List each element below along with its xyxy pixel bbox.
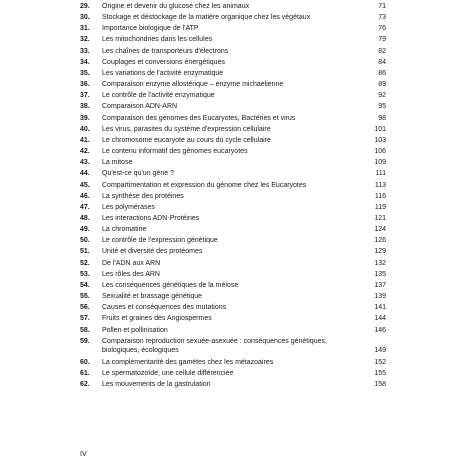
chapter-title: Les mouvements de la gastrulation [102,381,211,389]
toc-entry [80,224,386,235]
chapter-page-number: 84 [378,58,386,66]
chapter-number: 55. [80,293,90,301]
toc-entry [80,90,386,101]
chapter-title: Stockage et déstockage de la matière organique chez les végétaux [102,14,311,22]
chapter-number: 35. [80,69,90,77]
chapter-number: 51. [80,248,90,256]
toc-entry [80,34,386,45]
chapter-title: Unité et diversité des protéomes [102,248,203,256]
chapter-page-number: 119 [374,203,386,211]
chapter-page-number: 146 [374,326,386,334]
chapter-title: Les virus, parasites du système d'expression cellulaire [102,125,271,133]
chapter-title: La complémentarité des gamètes chez les métazoaires [102,358,274,366]
chapter-page-number: 129 [374,248,386,256]
chapter-title: Le contrôle de l'activité enzymatique [102,92,215,100]
toc-entry [80,302,386,313]
chapter-number: 53. [80,270,90,278]
chapter-page-number: 124 [374,226,386,234]
chapter-number: 50. [80,237,90,245]
toc-entry [80,368,386,379]
toc-entry [80,146,386,157]
toc-entry [80,68,386,79]
page-number: IV [80,451,87,458]
chapter-title: Les chaînes de transporteurs d'électrons [102,47,229,55]
chapter-page-number: 144 [374,315,386,323]
toc-entry [80,168,386,179]
chapter-number: 33. [80,47,90,55]
chapter-number: 52. [80,259,90,267]
chapter-number: 58. [80,326,90,334]
toc-entry [80,258,386,269]
toc-entry [80,180,386,191]
toc-entry [80,202,386,213]
chapter-title: Sexualité et brassage génétique [102,293,203,301]
chapter-title: Causes et conséquences des mutations [102,304,227,312]
toc-entry [80,280,386,291]
chapter-number: 44. [80,170,90,178]
chapter-page-number: 126 [374,237,386,245]
chapter-page-number: 158 [374,381,386,389]
toc-entry [80,79,386,90]
chapter-number: 37. [80,92,90,100]
chapter-number: 32. [80,36,90,44]
chapter-page-number: 95 [378,103,386,111]
toc-entry [80,57,386,68]
chapter-page-number: 82 [378,47,386,55]
chapter-title: Compartimentation et expression du génome chez les Eucaryotes [102,181,307,189]
chapter-page-number: 132 [374,259,386,267]
toc-entry [80,124,386,135]
chapter-title: Les conséquences génétiques de la méiose [102,281,239,289]
chapter-title: La synthèse des protéines [102,192,184,200]
chapter-page-number: 89 [378,81,386,89]
toc-entry [80,191,386,202]
chapter-title: Qu'est-ce qu'un gène ? [102,170,174,178]
chapter-number: 42. [80,148,90,156]
chapter-title: Importance biologique de l'ATP [102,25,199,33]
chapter-page-number: 139 [374,293,386,301]
toc-entry [80,135,386,146]
chapter-page-number: 71 [378,3,386,10]
chapter-title: Couplages et conversions énergétiques [102,58,225,66]
chapter-title: Origine et devenir du glucose chez les animaux [102,3,250,10]
toc-entry [80,313,386,324]
toc-entry [80,379,386,390]
toc-entry [80,101,386,112]
chapter-number: 45. [80,181,90,189]
chapter-page-number: 106 [374,148,386,156]
toc-entry [80,23,386,34]
chapter-number: 34. [80,58,90,66]
chapter-number: 40. [80,125,90,133]
chapter-number: 48. [80,214,90,222]
chapter-page-number: 149 [374,347,386,355]
chapter-page-number: 76 [378,25,386,33]
chapter-title: La mitose [102,159,133,167]
chapter-page-number: 92 [378,92,386,100]
toc-entry [80,46,386,57]
chapter-title: Fruits et graines des Angiospermes [102,315,212,323]
chapter-page-number: 111 [375,170,386,178]
chapter-number: 54. [80,281,90,289]
toc-entry [80,1,386,12]
chapter-page-number: 135 [374,270,386,278]
chapter-number: 41. [80,136,90,144]
chapter-number: 39. [80,114,90,122]
chapter-number: 43. [80,159,90,167]
toc-entry [80,113,386,124]
chapter-page-number: 155 [374,370,386,378]
chapter-title: Comparaison reproduction sexuée-asexuée : conséquences génétiques, biologiques, écologiques [102,337,327,355]
chapter-title: Les interactions ADN-Protéines [102,214,200,222]
chapter-number: 61. [80,370,90,378]
chapter-number: 38. [80,103,90,111]
toc-entry [80,157,386,168]
chapter-page-number: 79 [378,36,386,44]
chapter-page-number: 73 [378,14,386,22]
chapter-number: 29. [80,3,90,10]
chapter-title: Les polymérases [102,203,155,211]
chapter-title: Les mitochondries dans les cellules [102,36,213,44]
chapter-title: Les variations de l'activité enzymatique [102,69,224,77]
chapter-page-number: 141 [374,304,386,312]
chapter-page-number: 109 [374,159,386,167]
toc-entry [80,235,386,246]
toc-entry [80,269,386,280]
chapter-title: Comparaison ADN-ARN [102,103,178,111]
chapter-number: 31. [80,25,90,33]
chapter-page-number: 98 [378,114,386,122]
chapter-number: 49. [80,226,90,234]
chapter-title: Les rôles des ARN [102,270,160,278]
toc-entry [80,336,386,357]
chapter-number: 47. [80,203,90,211]
chapter-page-number: 152 [374,358,386,366]
chapter-title: Le chromosome eucaryote au cours du cycle cellulaire [102,136,271,144]
chapter-page-number: 101 [374,125,386,133]
chapter-number: 30. [80,14,90,22]
toc-entry [80,213,386,224]
chapter-page-number: 113 [374,181,386,189]
chapter-title: Comparaison des génomes des Eucaryotes, Bactéries et virus [102,114,296,122]
chapter-number: 60. [80,358,90,366]
chapter-number: 57. [80,315,90,323]
chapter-page-number: 116 [374,192,386,200]
toc-entry [80,291,386,302]
chapter-title: La chromatine [102,226,147,234]
chapter-page-number: 86 [378,69,386,77]
table-of-contents [80,1,386,390]
chapter-title: Le contrôle de l'expression génétique [102,237,218,245]
chapter-number: 56. [80,304,90,312]
chapter-page-number: 103 [374,136,386,144]
chapter-title: Le contenu informatif des génomes eucaryotes [102,148,248,156]
toc-entry [80,12,386,23]
chapter-number: 46. [80,192,90,200]
chapter-title: Pollen et pollinisation [102,326,168,334]
chapter-number: 36. [80,81,90,89]
chapter-page-number: 121 [374,214,386,222]
toc-entry [80,325,386,336]
chapter-title: Comparaison enzyme allostérique – enzyme michaelienne [102,81,284,89]
toc-entry [80,246,386,257]
chapter-number: 62. [80,381,90,389]
toc-entry [80,357,386,368]
chapter-title: De l'ADN aux ARN [102,259,161,267]
chapter-page-number: 137 [374,281,386,289]
chapter-title: Le spermatozoïde, une cellule différenciée [102,370,234,378]
chapter-number: 59. [80,337,90,345]
